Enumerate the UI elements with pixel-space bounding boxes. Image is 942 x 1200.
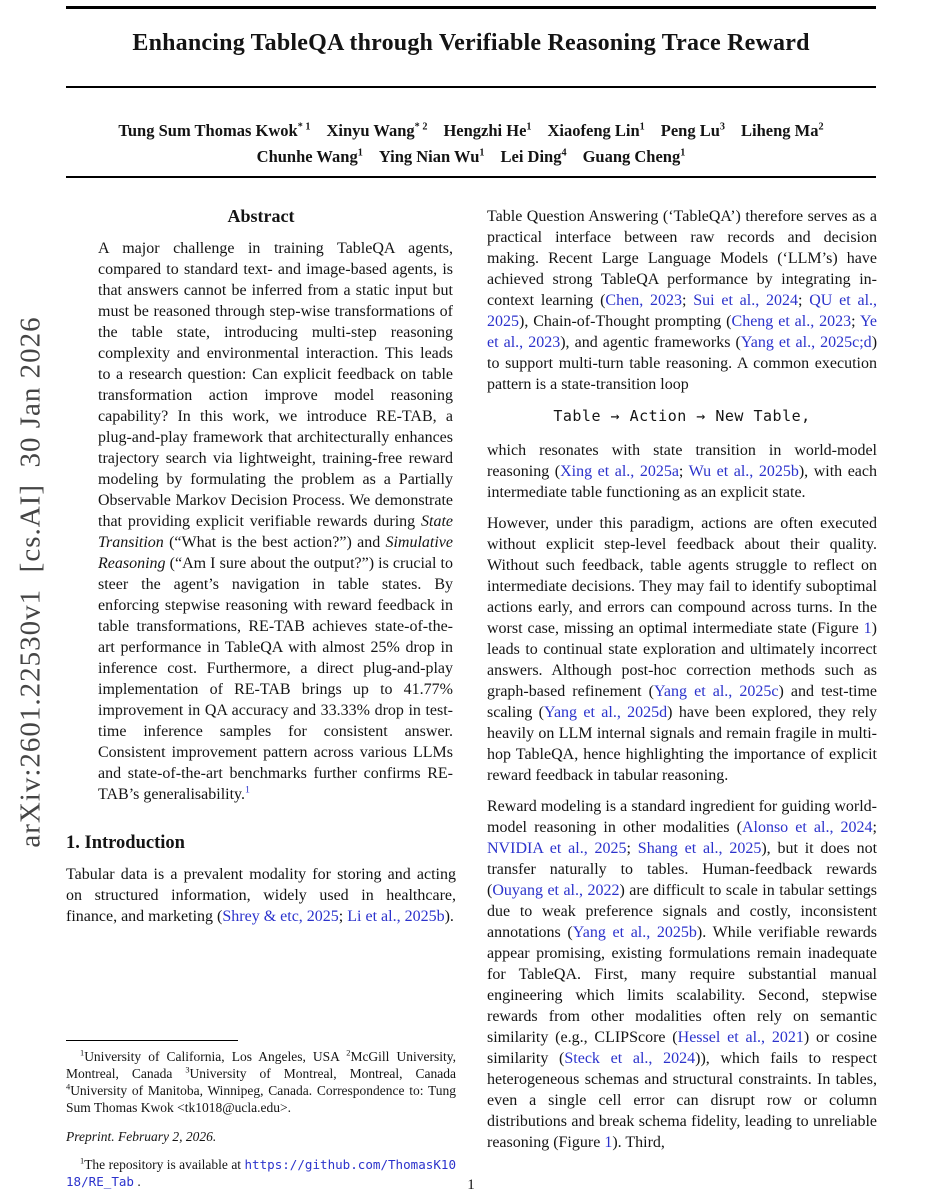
citation-link[interactable]: Shang et al., 2025: [637, 840, 762, 857]
footnote-rule: [66, 1040, 238, 1041]
state-transition-equation: Table → Action → New Table,: [553, 407, 811, 425]
footnote-affiliations: $^1$University of California, Los Angeles, USA $^2$McGill University, Montreal, Canada $^3$University of Montreal, Montreal, Canada $^4$University of Manitoba, Winnipeg, Canada. Correspondence to: Tung Sum Thomas Kwok <tk1018@ucla.edu>.: [66, 1048, 456, 1116]
author-name: Peng Lu$^3$: [660, 121, 726, 140]
abstract-text: A major challenge in training TableQA agents, compared to standard text- and image-based agents, is that answers cannot be inferred from a static input but must be reasoned through step-wise transformations of the table state, introducing multi-step reasoning complexity and environmental interaction. This leads to a research question: Can explicit feedback on table transformation action improve model reasoning capability? In this work, we introduce RE-TAB, a plug-and-play framework that architecturally enhances trajectory search via lightweight, training-free reward modeling by formulating the problem as a Partially Observable Markov Decision Process. We demonstrate that providing explicit verifiable rewards during State Transition (“What is the best action?”) and Simulative Reasoning (“Am I sure about the output?”) is crucial to steer the agent’s navigation in table states. By enforcing stepwise reasoning with reward feedback in table transformations, RE-TAB achieves state-of-the-art performance in TableQA with almost 25% drop in inference cost. Furthermore, a direct plug-and-play implementation of RE-TAB brings up to 41.77% improvement in QA accuracy and 33.33% drop in test-time inference samples for consistent answer. Consistent improvement pattern across various LLMs and state-of-the-art benchmarks further confirms RE-TAB’s generalisability.$^1$: [98, 240, 453, 803]
author-name: Tung Sum Thomas Kwok$^{* 1}$: [118, 121, 311, 140]
citation-link[interactable]: Yang et al., 2025d: [544, 704, 668, 721]
author-affiliation-marker: 1: [526, 121, 532, 133]
author-name: Ying Nian Wu$^1$: [378, 147, 485, 166]
citation-link[interactable]: Shrey & etc, 2025: [222, 908, 339, 925]
author-affiliation-marker: * 2: [414, 121, 428, 133]
author-line-2: [40, 144, 902, 170]
author-block: [40, 118, 902, 170]
citation-link[interactable]: Ye et al., 2023: [487, 313, 877, 351]
citation-link[interactable]: Xing et al., 2025a: [560, 463, 679, 480]
author-affiliation-marker: 2: [818, 121, 824, 133]
footnote-block: [66, 1040, 456, 1190]
right-col-paragraph-2: which resonates with state transition in world-model reasoning (Xing et al., 2025a; Wu et al., 2025b), with each intermediate table functioning as an explicit state.: [487, 442, 877, 501]
author-name: Guang Cheng$^1$: [582, 147, 686, 166]
author-name: Hengzhi He$^1$: [443, 121, 532, 140]
author-name: Xinyu Wang$^{* 2}$: [326, 121, 428, 140]
repository-url-link[interactable]: https://github.com/ThomasK1018/RE_Tab: [66, 1156, 456, 1189]
citation-link[interactable]: Chen, 2023: [605, 292, 682, 309]
author-affiliation-marker: 1: [680, 147, 686, 159]
citation-link[interactable]: Yang et al., 2025b: [572, 924, 697, 941]
citation-link[interactable]: 1: [863, 620, 872, 637]
citation-link[interactable]: 1: [244, 784, 250, 796]
citation-link[interactable]: Alonso et al., 2024: [741, 819, 873, 836]
author-name: Lei Ding$^4$: [500, 147, 567, 166]
author-affiliation-marker: 4: [561, 147, 567, 159]
author-affiliation-marker: 1: [357, 147, 363, 159]
right-column: [487, 206, 877, 1163]
citation-link[interactable]: Yang et al., 2025c;d: [740, 334, 872, 351]
intro-paragraph-1: Tabular data is a prevalent modality for storing and acting on structured information, widely used in healthcare, finance, and marketing (Shrey & etc, 2025; Li et al., 2025b).: [66, 866, 456, 925]
abstract-heading: Abstract: [227, 206, 295, 226]
paper-title: Enhancing TableQA through Verifiable Reasoning Trace Reward: [132, 30, 810, 56]
citation-link[interactable]: 1: [604, 1134, 613, 1151]
right-col-paragraph-3: However, under this paradigm, actions are often executed without explicit step-level feedback about their quality. Without such feedback, table agents struggle to reflect on intermediate decisions. They may fail to identify suboptimal actions early, and errors can compound across turns. In the worst case, missing an optimal intermediate state (Figure 1) leads to continual state exploration and ultimately incorrect answers. Although post-hoc correction methods such as graph-based refinement (Yang et al., 2025c) and test-time scaling (Yang et al., 2025d) have been explored, they rely heavily on LLM internal signals and remain fragile in multi-hop TableQA, hence highlighting the importance of explicit reward feedback in tabular reasoning.: [487, 515, 878, 784]
author-name: Liheng Ma$^2$: [741, 121, 824, 140]
title-divider-rule: [66, 86, 876, 88]
citation-link[interactable]: Sui et al., 2024: [693, 292, 799, 309]
author-line-1: [40, 118, 902, 144]
author-affiliation-marker: * 1: [297, 121, 311, 133]
author-affiliation-marker: 1: [479, 147, 485, 159]
authors-divider-rule: [66, 176, 876, 178]
citation-link[interactable]: Cheng et al., 2023: [731, 313, 852, 330]
page-number: 1: [467, 1177, 475, 1193]
author-affiliation-marker: 3: [719, 121, 726, 133]
section-heading-introduction: 1. Introduction: [66, 833, 185, 853]
author-name: Chunhe Wang$^1$: [256, 147, 363, 166]
citation-link[interactable]: NVIDIA et al., 2025: [487, 840, 627, 857]
citation-link[interactable]: Li et al., 2025b: [347, 908, 445, 925]
author-affiliation-marker: 1: [639, 121, 645, 133]
citation-link[interactable]: Ouyang et al., 2022: [492, 882, 620, 899]
citation-link[interactable]: QU et al., 2025: [487, 292, 878, 330]
left-column: [66, 206, 456, 1190]
citation-link[interactable]: Wu et al., 2025b: [688, 463, 799, 480]
citation-link[interactable]: Hessel et al., 2021: [677, 1029, 804, 1046]
footnote-preprint: Preprint. February 2, 2026.: [66, 1129, 217, 1145]
top-rule: [66, 6, 876, 9]
footnote-repository: $^1$The repository is available at https://github.com/ThomasK1018/RE_Tab .: [66, 1156, 456, 1189]
arxiv-watermark: arXiv:2601.22530v1 [cs.AI] 30 Jan 2026: [14, 316, 47, 848]
author-name: Xiaofeng Lin$^1$: [547, 121, 645, 140]
right-col-paragraph-1: Table Question Answering (‘TableQA’) therefore serves as a practical interface between raw records and decision making. Recent Large Language Models (‘LLM’s) have achieved strong TableQA performance by integrating in-context learning (Chen, 2023; Sui et al., 2024; QU et al., 2025), Chain-of-Thought prompting (Cheng et al., 2023; Ye et al., 2023), and agentic frameworks (Yang et al., 2025c;d) to support multi-turn table reasoning. A common execution pattern is a state-transition loop: [487, 208, 878, 393]
right-col-paragraph-4: Reward modeling is a standard ingredient for guiding world-model reasoning in other modalities (Alonso et al., 2024; NVIDIA et al., 2025; Shang et al., 2025), but it does not transfer naturally to tables. Human-feedback rewards (Ouyang et al., 2022) are difficult to scale in tabular settings due to weak preference signals and costly, inconsistent annotations (Yang et al., 2025b). While verifiable rewards appear promising, existing formulations remain inadequate for TableQA. First, many require substantial manual engineering which limits scalability. Second, stepwise rewards from other modalities often rely on semantic similarity (e.g., CLIPScore (Hessel et al., 2021) or cosine similarity (Steck et al., 2024)), which fails to respect heterogeneous schemas and structural constraints. In tables, even a single cell error can disrupt row or column distributions and break schema fidelity, leading to unreliable reasoning (Figure 1). Third,: [487, 798, 878, 1151]
citation-link[interactable]: Yang et al., 2025c: [653, 683, 779, 700]
citation-link[interactable]: Steck et al., 2024: [564, 1050, 696, 1067]
